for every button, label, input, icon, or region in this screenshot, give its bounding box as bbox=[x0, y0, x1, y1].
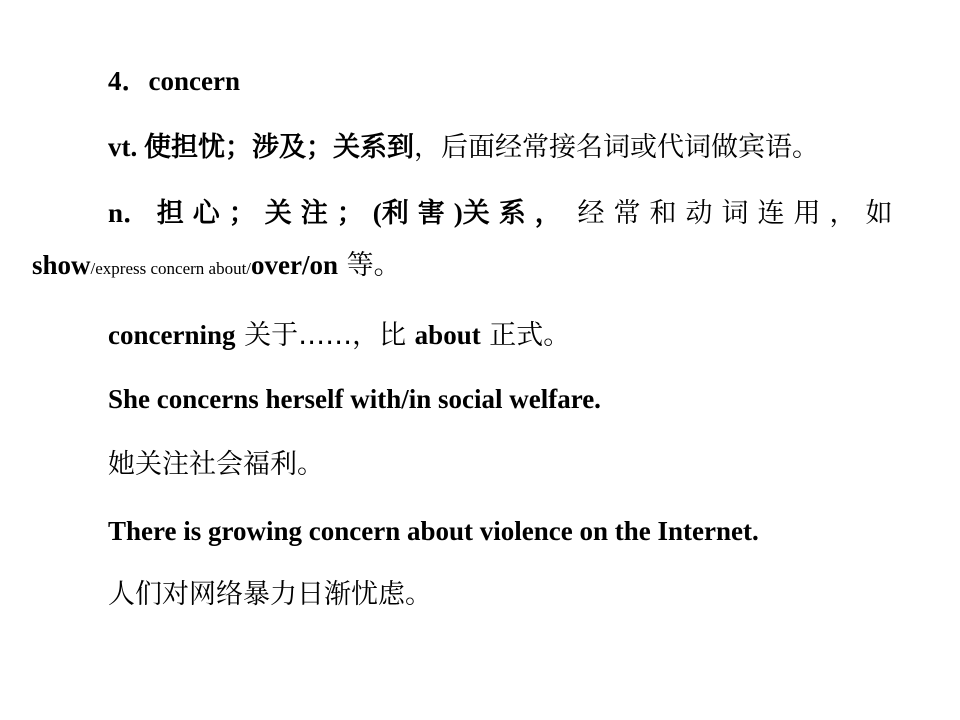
concerning-meaning: 关于……，比 bbox=[235, 320, 415, 351]
example-1-english: She concerns herself with/in social welfare. bbox=[108, 384, 601, 414]
concerning-word: concerning bbox=[108, 320, 236, 350]
concerning-definition bbox=[108, 318, 570, 353]
example-2-chinese: 人们对网络暴力日渐忧虑。 bbox=[108, 579, 432, 610]
example-2-english: There is growing concern about violence on the Internet. bbox=[108, 516, 759, 546]
n-definition bbox=[108, 196, 902, 231]
vt-meaning: 使担忧；涉及；关系到 bbox=[144, 132, 414, 163]
heading bbox=[108, 64, 240, 98]
vt-note: ，后面经常接名词或代词做宾语。 bbox=[414, 132, 819, 163]
n-pos: n． bbox=[108, 198, 151, 228]
concerning-about: about bbox=[414, 320, 481, 350]
n-collocations bbox=[32, 248, 401, 286]
vt-definition bbox=[108, 130, 819, 165]
heading-number: 4． bbox=[108, 66, 149, 96]
concerning-tail: 正式。 bbox=[480, 320, 571, 351]
n-meaning-2: 利害 bbox=[381, 198, 454, 229]
collocation-over-on: over/on bbox=[251, 250, 339, 280]
n-note: 经常和动词连用，如 bbox=[577, 198, 902, 229]
vt-pos: vt. bbox=[108, 132, 138, 162]
n-paren-close: ) bbox=[453, 198, 463, 228]
n-meaning-3: 关系， bbox=[462, 198, 571, 229]
collocation-note: 等。 bbox=[338, 250, 401, 281]
collocation-express: /express concern about/ bbox=[90, 259, 252, 278]
n-meaning: 担心；关注； bbox=[156, 198, 373, 229]
collocation-show: show bbox=[32, 250, 91, 280]
heading-word: concern bbox=[148, 66, 240, 96]
n-paren-open: ( bbox=[372, 198, 382, 228]
example-1-chinese: 她关注社会福利。 bbox=[108, 449, 324, 480]
